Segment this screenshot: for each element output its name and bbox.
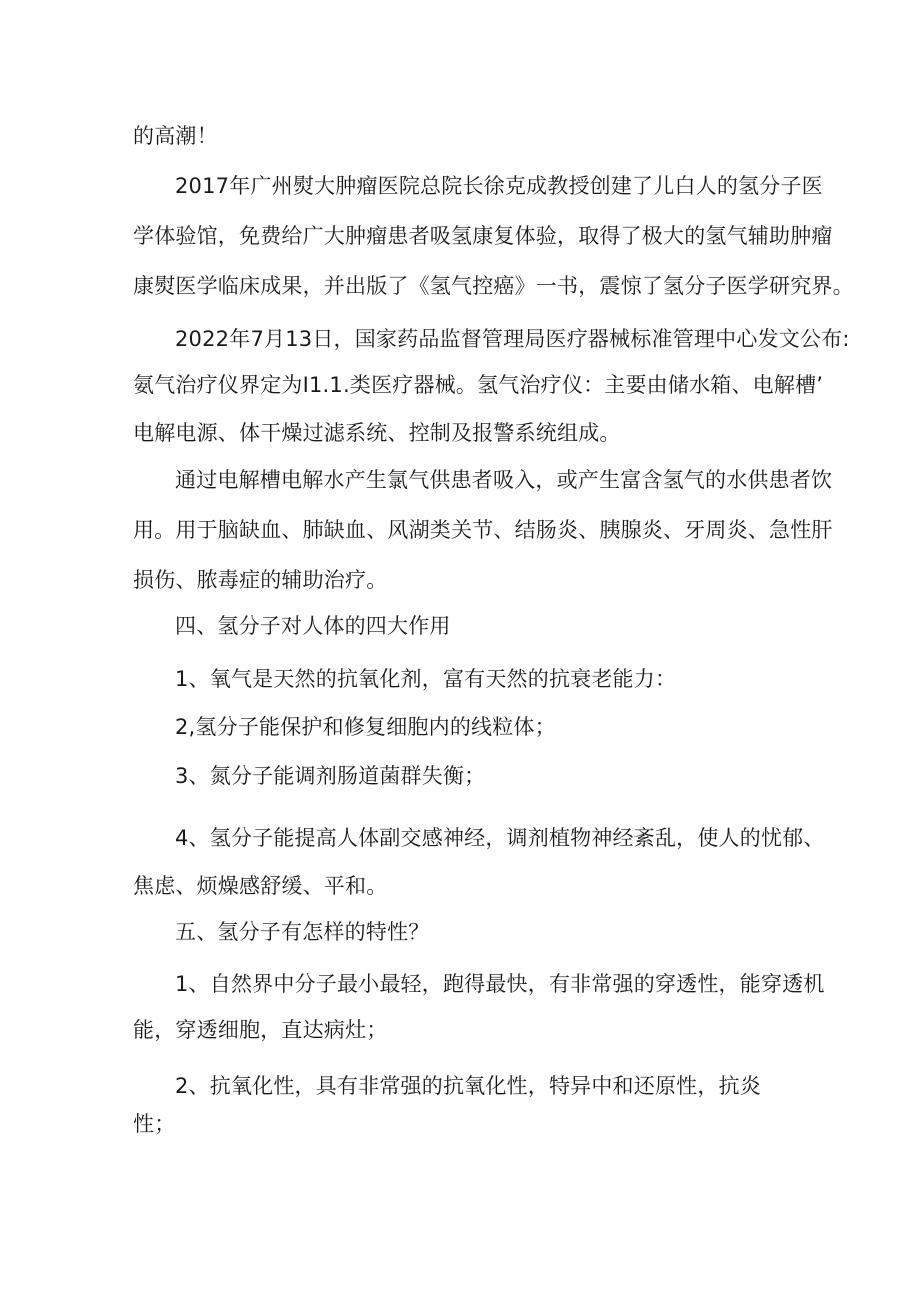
paragraph-line: 通过电解槽电解水产生氯气供患者吸入，或产生富含氢气的水供患者饮 — [175, 468, 833, 492]
paragraph-line: 用。用于脑缺血、肺缺血、风湖类关节、结肠炎、胰腺炎、牙周炎、急性肝 — [133, 518, 833, 542]
paragraph-line: 康熨医学临床成果，并出版了《氢气控癌》一书，震惊了氢分子医学研究界。 — [133, 274, 854, 298]
list-item-continuation: 焦虑、烦燥感舒缓、平和。 — [133, 874, 388, 898]
paragraph-line: 氨气治疗仪界定为I1.1.类医疗器械。氢气治疗仪：主要由储水箱、电解槽’ — [133, 373, 824, 397]
paragraph-line: 电解电源、体干燥过滤系统、控制及报警系统组成。 — [133, 421, 621, 445]
paragraph-line: 损伤、脓毒症的辅助治疗。 — [133, 568, 388, 592]
list-item-continuation: 性； — [133, 1112, 176, 1136]
section-heading: 四、氢分子对人体的四大作用 — [175, 614, 451, 638]
paragraph-line: 学体验馆，免费给广大肿瘤患者吸氢康复体验，取得了极大的氢气辅助肿瘤 — [133, 224, 833, 248]
list-item: 2、抗氧化性，具有非常强的抗氧化性，特异中和还原性，抗炎 — [175, 1074, 761, 1098]
list-item: 4、氢分子能提高人体副交感神经，调剂植物神经紊乱，使人的忧郁、 — [175, 826, 825, 850]
list-item: 3、氮分子能调剂肠道菌群失衡； — [175, 764, 486, 788]
paragraph-line: 2022年7月13日，国家药品监督管理局医疗器械标准管理中心发文公布: — [175, 327, 850, 351]
paragraph-line: 的高潮！ — [133, 124, 218, 148]
paragraph-line: 2017年广州熨大肿瘤医院总院长徐克成教授创建了儿白人的氢分子医 — [175, 174, 823, 198]
list-item: 1、氧气是天然的抗氧化剂，富有天然的抗衰老能力： — [175, 667, 677, 691]
section-heading: 五、氢分子有怎样的特性？ — [175, 920, 430, 944]
list-item: 1、自然界中分子最小最轻，跑得最快，有非常强的穿透性，能穿透机 — [175, 972, 825, 996]
list-item: 2,氢分子能保护和修复细胞内的线粒体； — [175, 715, 556, 739]
list-item-continuation: 能，穿透细胞，直达病灶； — [133, 1018, 388, 1042]
